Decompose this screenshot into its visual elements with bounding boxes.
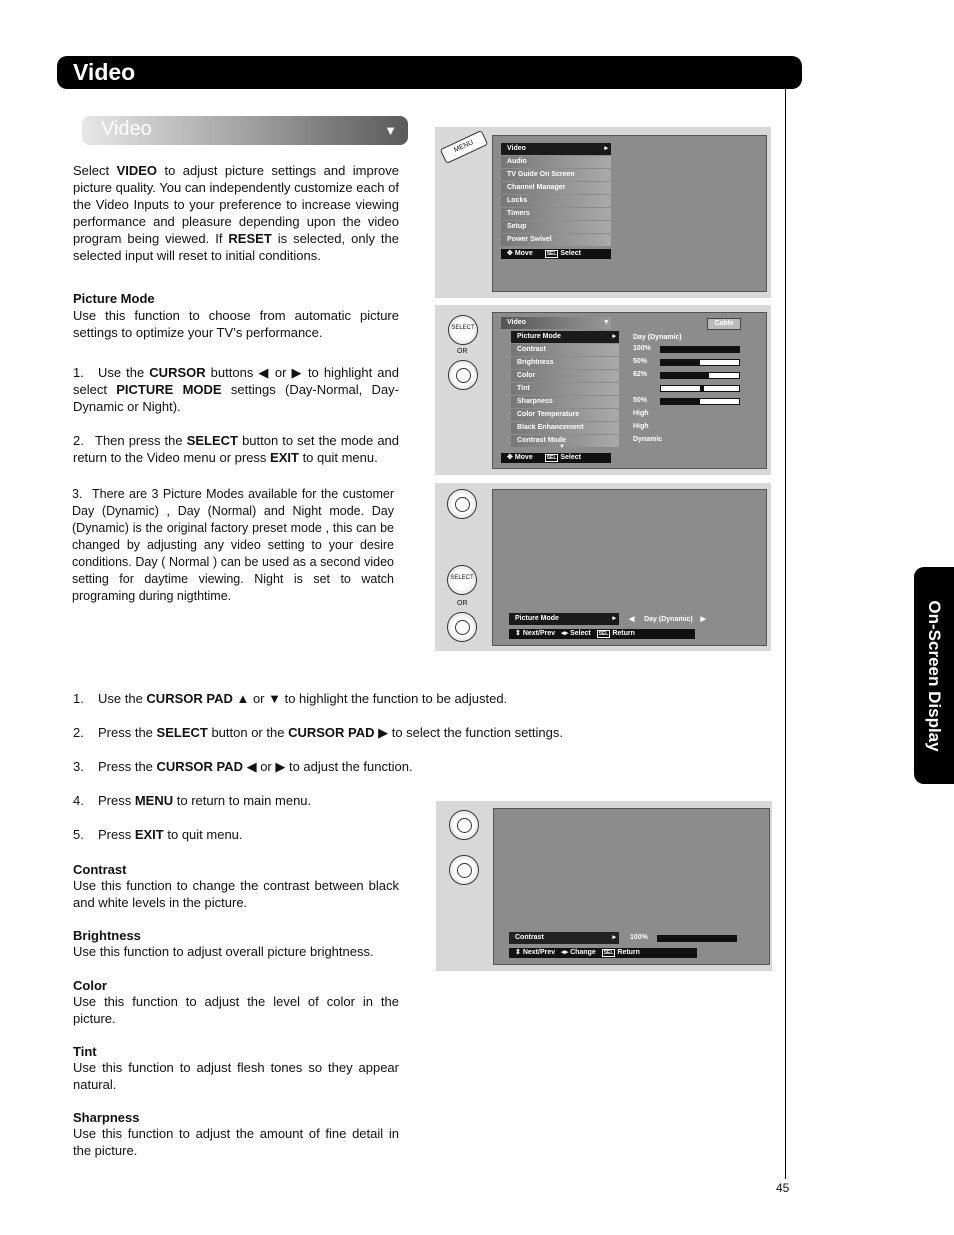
brightness-heading: Brightness [73,928,141,943]
picture-mode-step-2: 2. Then press the SELECT button to set the mode and return to the Video menu or press EXIT to quit menu. [73,433,400,465]
or-label: OR [457,600,468,607]
tv-screen [492,312,767,469]
contrast-heading: Contrast [73,862,127,877]
video-item-sharpness[interactable]: Sharpness [511,396,619,408]
picture-mode-desc: Use this function to choose from automatic picture settings to optimize your TV’s performance. [73,308,399,340]
tv-screen [493,808,770,965]
sharpness-heading: Sharpness [73,1110,140,1125]
black-enhancement-value: High [633,423,649,430]
menu-item-locks[interactable]: Locks [501,195,611,207]
picture-mode-footer: ⇕ Next/Prev ◂▸ Select SEL Return [509,629,695,639]
step-item: 2. Press the SELECT button or the CURSOR PAD ▶ to select the function settings. [73,725,563,740]
brightness-value: 50% [633,358,648,365]
page-title-bar [57,56,802,89]
picture-mode-step-3: 3. There are 3 Picture Modes available for the customer Day (Dynamic) , Day (Normal) and Night mode. Day (Dynamic) is the original factory preset mode , this can be changed by adjusting any video setting to your desire conditions. Day ( Normal ) can be used as a second video setting for daytime viewing. Night is set to watch programing during nigthtime. [72,487,394,603]
leftright-icon: ◂▸ [561,949,569,956]
tv-screen [492,489,767,646]
contrast-item[interactable]: Contrast ▸ [509,932,619,944]
menu-item-power-swivel[interactable]: Power Swivel [501,234,611,246]
menu-item-channel-manager[interactable]: Channel Manager [501,182,611,194]
brightness-bar [660,359,740,366]
contrast-bar [660,346,740,353]
menu-item-video[interactable]: Video ▸ [501,143,611,155]
video-item-black-enhancement[interactable]: Black Enhancement [511,422,619,434]
contrast-desc: Use this function to change the contrast between black and white levels in the picture. [73,878,399,910]
video-item-contrast-mode[interactable]: Contrast Mode [511,435,619,447]
video-item-tint[interactable]: Tint [511,383,619,395]
cursor-pad-button[interactable] [447,612,477,642]
contrast-panel [436,801,772,971]
color-heading: Color [73,978,107,993]
tint-bar [660,385,740,392]
picture-mode-step-1: 1. Use the CURSOR buttons ◀ or ▶ to highlight and select PICTURE MODE settings (Day-Normal, Day-Dynamic or Night). [73,365,400,414]
chevron-down-icon: ▼ [384,123,397,138]
tint-heading: Tint [73,1044,97,1059]
source-badge: Cable [707,318,741,330]
menu-item-setup[interactable]: Setup [501,221,611,233]
section-title: Video [101,118,152,140]
tv-screen [492,135,767,292]
video-menu-footer: ✥ Move SEL Select [501,453,611,463]
picture-mode-heading: Picture Mode [73,291,155,306]
brightness-desc: Use this function to adjust overall picture brightness. [73,944,374,959]
video-item-picture-mode[interactable]: Picture Mode ▸ [511,331,619,343]
menu-footer: ✥ Move SEL Select [501,249,611,259]
page-number: 45 [776,1181,790,1195]
move-icon: ✥ [507,250,513,257]
cursor-pad-updown-button[interactable] [447,489,477,519]
select-button[interactable]: SELECT [448,315,478,345]
contrast-value: 100% [630,934,648,941]
select-button[interactable]: SELECT [447,565,477,595]
step-item: 5. Press EXIT to quit menu. [73,827,243,842]
tint-desc: Use this function to adjust flesh tones so they appear natural. [73,1060,399,1092]
menu-item-audio[interactable]: Audio [501,156,611,168]
color-desc: Use this function to adjust the level of color in the picture. [73,994,399,1026]
side-tab-label: On-Screen Display [925,599,944,752]
intro-text-1: Select [73,163,117,178]
video-item-contrast[interactable]: Contrast [511,344,619,356]
intro-bold-1: VIDEO [116,163,158,178]
cursor-pad-button[interactable] [449,855,479,885]
side-tab [914,567,954,784]
leftright-icon: ◂▸ [561,630,569,637]
sharpness-bar [660,398,740,405]
section-header [82,116,408,145]
move-icon: ✥ [507,454,513,461]
updown-icon: ⇕ [515,630,521,637]
updown-icon: ⇕ [515,949,521,956]
step-item: 1. Use the CURSOR PAD ▲ or ▼ to highlight the function to be adjusted. [73,691,508,706]
color-bar [660,372,740,379]
contrast-footer: ⇕ Next/Prev ◂▸ Change SEL Return [509,948,697,958]
intro-paragraph [73,162,399,264]
page-title: Video [73,59,136,85]
cursor-pad-updown-button[interactable] [449,810,479,840]
contrast-mode-value: Dynamic [633,436,663,443]
video-item-color-temperature[interactable]: Color Temperature [511,409,619,421]
color-temperature-value: High [633,410,649,417]
step-item: 3. Press the CURSOR PAD ◀ or ▶ to adjust the function. [73,759,413,774]
menu-screen-panel [435,127,771,298]
picture-mode-value: Day (Dynamic) [633,334,682,341]
step-item: 4. Press MENU to return to main menu. [73,793,312,808]
video-item-color[interactable]: Color [511,370,619,382]
sharpness-value: 50% [633,397,648,404]
function-descriptions [73,862,399,1159]
picture-mode-item[interactable]: Picture Mode ▸ [509,613,619,625]
picture-mode-panel [435,483,771,651]
contrast-value: 100% [633,345,651,352]
menu-button[interactable]: MENU [440,130,488,164]
video-menu-panel [435,305,771,475]
video-item-brightness[interactable]: Brightness [511,357,619,369]
intro-bold-2: RESET [228,231,272,246]
cursor-pad-button[interactable] [448,360,478,390]
color-value: 62% [633,371,648,378]
sharpness-desc: Use this function to adjust the amount of fine detail in the picture. [73,1126,399,1158]
vertical-rule [785,89,786,1179]
picture-mode-value[interactable]: ◀ Day (Dynamic) ▶ [629,616,706,623]
or-label: OR [457,348,468,355]
intro-text-2: to adjust picture settings and improve picture quality. You can independently customize each of the Video Inputs to your preference to increase viewing performance and pleasure depending upon the video program being viewed. If [73,163,399,246]
intro-text-3: is selected, only the selected input will reset to initial conditions. [73,231,399,263]
menu-item-tv-guide[interactable]: TV Guide On Screen [501,169,611,181]
video-menu-header: Video ▾ [501,317,611,329]
contrast-bar[interactable] [657,935,737,942]
scroll-down-icon: ▼ [559,444,565,450]
menu-item-timers[interactable]: Timers [501,208,611,220]
